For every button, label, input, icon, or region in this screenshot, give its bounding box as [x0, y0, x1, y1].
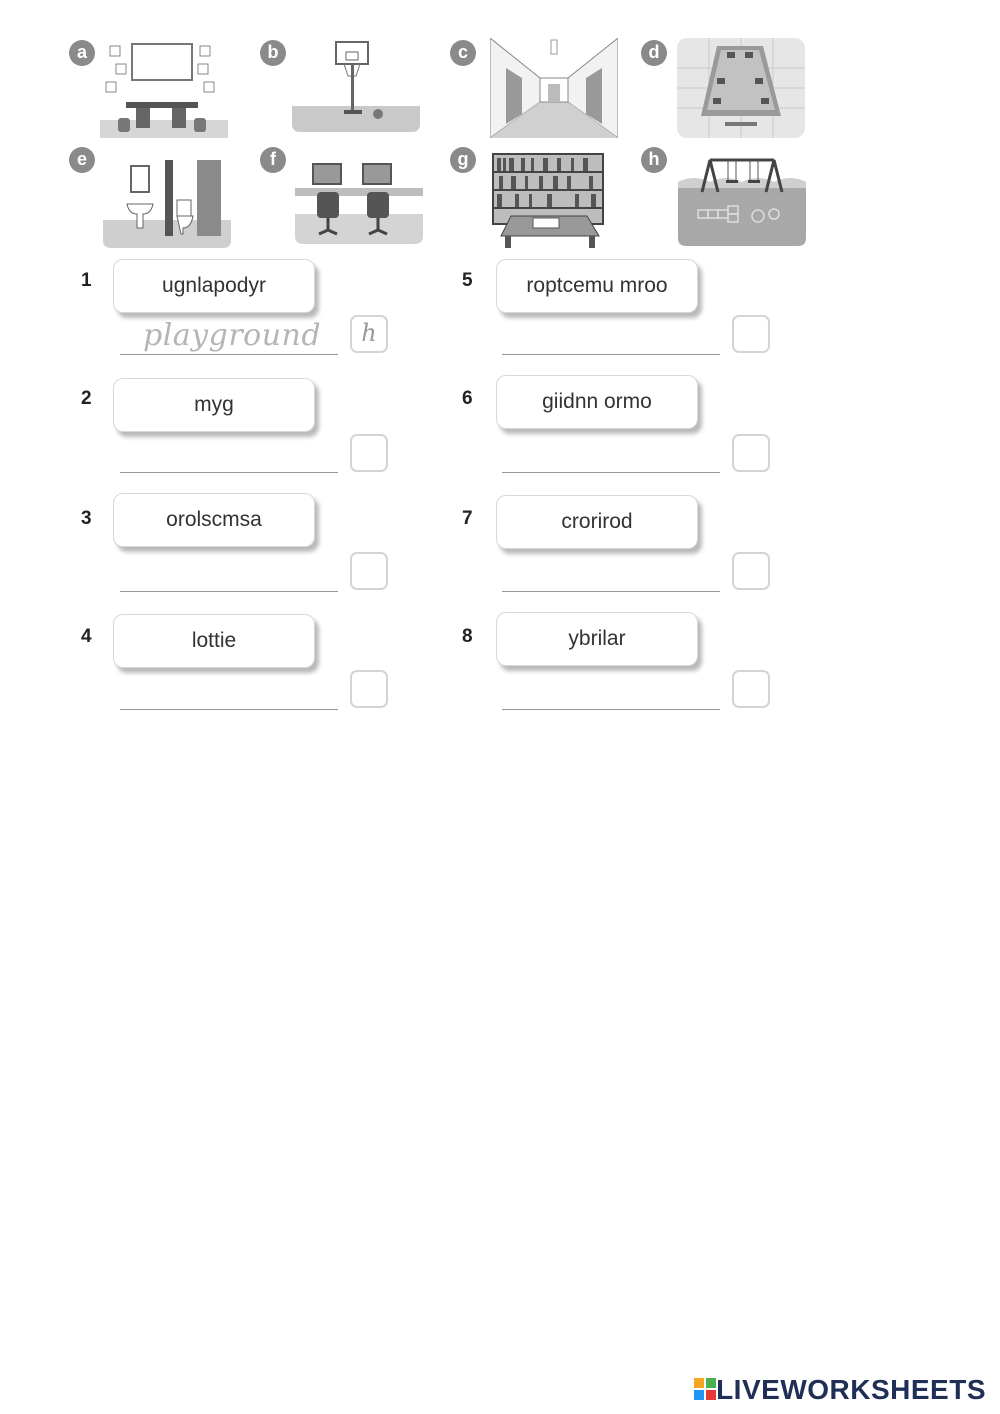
- letter-box-3[interactable]: [350, 552, 388, 590]
- letter-box-2[interactable]: [350, 434, 388, 472]
- item-number-1: 1: [81, 270, 92, 291]
- answer-field-5[interactable]: [502, 353, 720, 355]
- scrambled-word-5: roptcemu mroo: [496, 259, 698, 313]
- item-number-7: 7: [462, 508, 473, 529]
- scrambled-word-2: myg: [113, 378, 315, 432]
- letter-box-1[interactable]: h: [350, 315, 388, 353]
- letter-box-8[interactable]: [732, 670, 770, 708]
- library-icon: [491, 152, 619, 252]
- answer-field-1[interactable]: [120, 353, 338, 355]
- gym-basketball-icon: [292, 38, 420, 138]
- picture-letter-h: h: [641, 147, 667, 173]
- answer-field-3[interactable]: [120, 590, 338, 592]
- answer-field-8[interactable]: [502, 708, 720, 710]
- scrambled-word-4: lottie: [113, 614, 315, 668]
- example-answer-text: playground: [143, 318, 322, 353]
- scrambled-word-3: orolscmsa: [113, 493, 315, 547]
- letter-box-6[interactable]: [732, 434, 770, 472]
- picture-letter-g: g: [450, 147, 476, 173]
- letter-box-5[interactable]: [732, 315, 770, 353]
- item-number-8: 8: [462, 626, 473, 647]
- item-number-2: 2: [81, 388, 92, 409]
- item-number-5: 5: [462, 270, 473, 291]
- picture-letter-d: d: [641, 40, 667, 66]
- item-number-3: 3: [81, 508, 92, 529]
- dining-room-icon: [677, 38, 805, 138]
- liveworksheets-logo-icon: [694, 1378, 716, 1400]
- computer-room-icon: [295, 148, 423, 248]
- classroom-icon: [100, 38, 228, 138]
- letter-box-7[interactable]: [732, 552, 770, 590]
- letter-box-4[interactable]: [350, 670, 388, 708]
- answer-field-6[interactable]: [502, 471, 720, 473]
- item-number-4: 4: [81, 626, 92, 647]
- picture-letter-f: f: [260, 147, 286, 173]
- answer-field-4[interactable]: [120, 708, 338, 710]
- picture-letter-c: c: [450, 40, 476, 66]
- scrambled-word-7: crorirod: [496, 495, 698, 549]
- item-number-6: 6: [462, 388, 473, 409]
- answer-field-7[interactable]: [502, 590, 720, 592]
- picture-letter-b: b: [260, 40, 286, 66]
- picture-letter-e: e: [69, 147, 95, 173]
- scrambled-word-8: ybrilar: [496, 612, 698, 666]
- toilet-icon: [103, 148, 231, 248]
- answer-field-2[interactable]: [120, 471, 338, 473]
- corridor-icon: [490, 38, 618, 138]
- picture-letter-a: a: [69, 40, 95, 66]
- scrambled-word-1: ugnlapodyr: [113, 259, 315, 313]
- scrambled-word-6: giidnn ormo: [496, 375, 698, 429]
- brand-wordmark: LIVEWORKSHEETS: [716, 1374, 986, 1405]
- playground-icon: [678, 152, 806, 252]
